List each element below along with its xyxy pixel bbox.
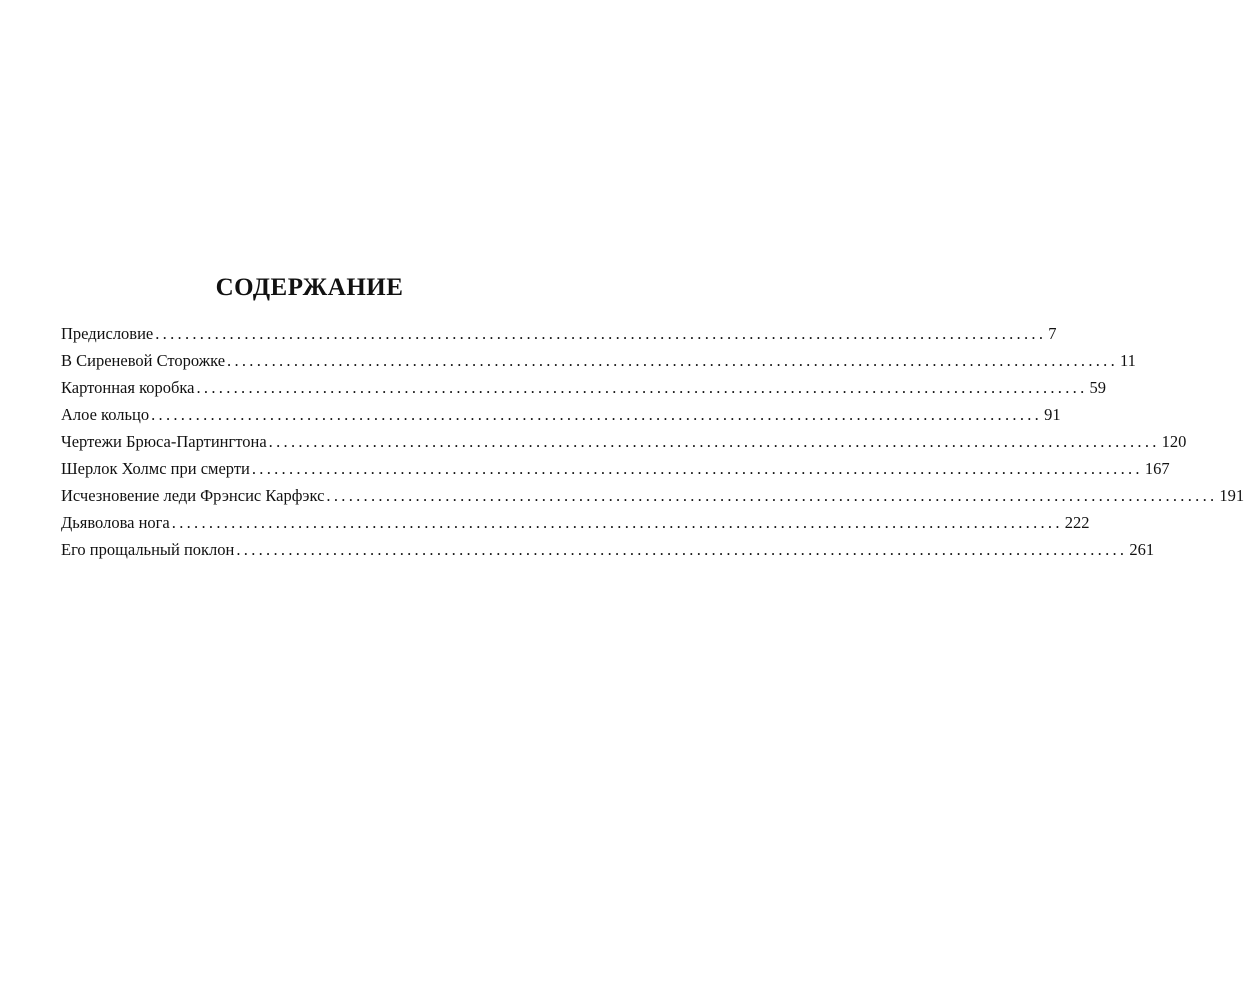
toc-entry: [61, 455, 1170, 482]
toc-leader-dots: ........................................................................................................................: [155, 324, 1047, 343]
toc-entry-label: Дьяволова нога: [61, 513, 170, 532]
toc-entry: [61, 509, 1090, 536]
toc-leader-dots: ........................................................................................................................: [227, 351, 1119, 370]
toc-entry-page: 261: [1129, 540, 1155, 559]
toc-leader-dots: ........................................................................................................................: [268, 432, 1160, 451]
toc-entry: [61, 428, 1187, 455]
toc-entry-label: Его прощальный поклон: [61, 540, 235, 559]
toc-entry: [61, 401, 1061, 428]
toc-entry-label: В Сиреневой Сторожке: [61, 351, 226, 370]
toc-leader-dots: ........................................................................................................................: [326, 486, 1218, 505]
toc-leader-dots: ........................................................................................................................: [151, 405, 1043, 424]
toc-entry-page: 59: [1089, 378, 1106, 397]
toc-entry-label: Алое кольцо: [61, 405, 150, 424]
toc-entry-page: 11: [1120, 351, 1136, 370]
toc-entry-page: 120: [1161, 432, 1187, 451]
toc-entry-label: Шерлок Холмс при смерти: [61, 459, 250, 478]
toc-entry: [61, 347, 1136, 374]
toc-entry: [61, 374, 1106, 401]
toc-entry-label: Предисловие: [61, 324, 154, 343]
toc-leader-dots: ........................................................................................................................: [196, 378, 1088, 397]
toc-entry-label: Чертежи Брюса-Партингтона: [61, 432, 267, 451]
toc-entry-page: 91: [1044, 405, 1061, 424]
toc-leader-dots: ........................................................................................................................: [236, 540, 1128, 559]
toc-entry-page: 167: [1144, 459, 1170, 478]
toc-entry-page: 191: [1219, 486, 1244, 505]
toc-entry: [61, 536, 1155, 563]
toc-entry: [61, 320, 1057, 347]
toc-entry-label: Исчезновение леди Фрэнсис Карфэкс: [61, 486, 325, 505]
toc-leader-dots: ........................................................................................................................: [251, 459, 1143, 478]
toc-entry-page: 7: [1048, 324, 1057, 343]
toc-title: СОДЕРЖАНИЕ: [215, 274, 404, 301]
toc-entry-label: Картонная коробка: [61, 378, 195, 397]
toc-entry: [61, 482, 1244, 509]
toc-list: [61, 320, 1244, 563]
toc-leader-dots: ........................................................................................................................: [171, 513, 1063, 532]
toc-entry-page: 222: [1064, 513, 1090, 532]
